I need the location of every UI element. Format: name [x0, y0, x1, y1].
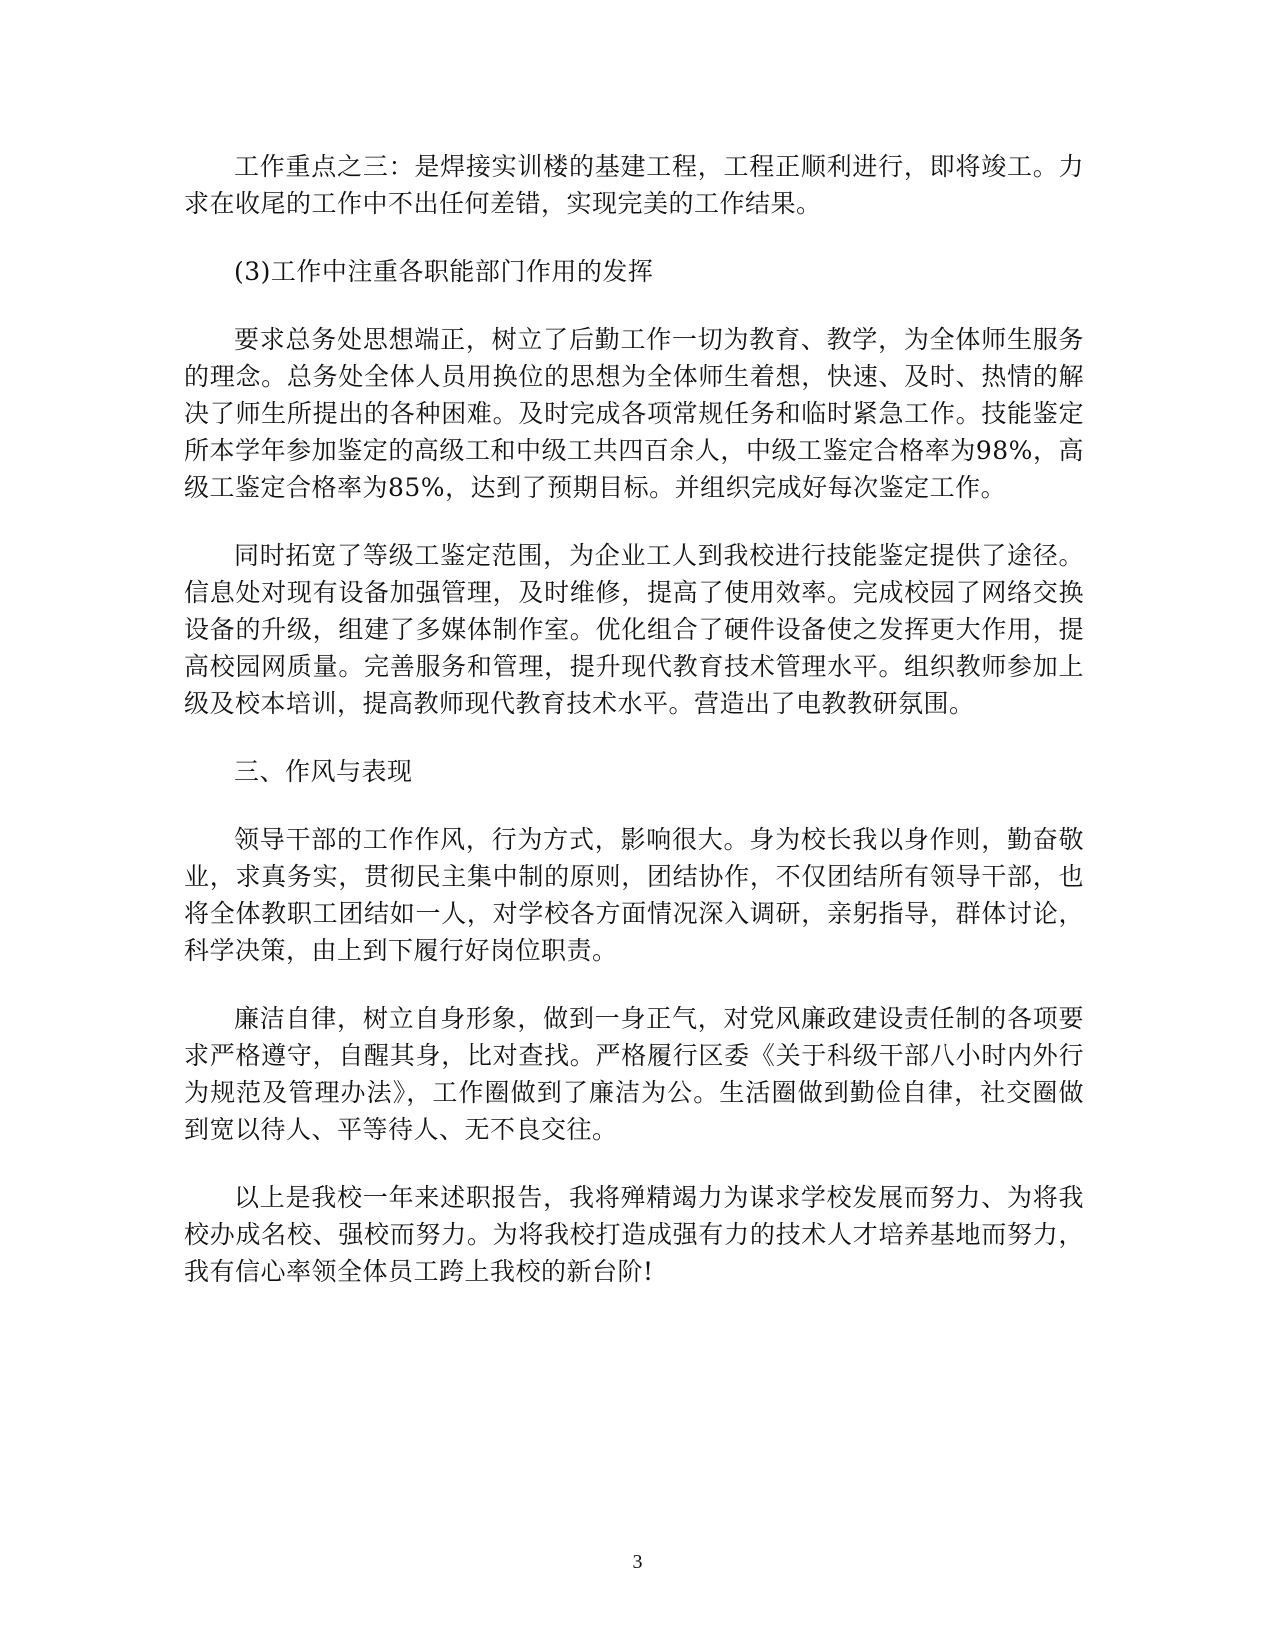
- paragraph-leadership-style: 领导干部的工作作风，行为方式，影响很大。身为校长我以身作则，勤奋敬业，求真务实，贯彻民主集中制的原则，团结协作，不仅团结所有领导干部，也将全体教职工团结如一人，对学校各方面情况深入调研，亲躬指导，群体讨论，科学决策，由上到下履行好岗位职责。: [184, 825, 1084, 965]
- paragraph-general-affairs: 要求总务处思想端正，树立了后勤工作一切为教育、教学，为全体师生服务的理念。总务处全体人员用换位的思想为全体师生着想，快速、及时、热情的解决了师生所提出的各种困难。及时完成各项常规任务和临时紧急工作。技能鉴定所本学年参加鉴定的高级工和中级工共四百余人，中级工鉴定合格率为98%，高级工鉴定合格率为85%，达到了预期目标。并组织完成好每次鉴定工作。: [184, 325, 1084, 502]
- paragraph-information-office: 同时拓宽了等级工鉴定范围，为企业工人到我校进行技能鉴定提供了途径。信息处对现有设备加强管理，及时维修，提高了使用效率。完成校园了网络交换设备的升级，组建了多媒体制作室。优化组合了硬件设备使之发挥更大作用，提高校园网质量。完善服务和管理，提升现代教育技术管理水平。组织教师参加上级及校本培训，提高教师现代教育技术水平。营造出了电教教研氛围。: [184, 541, 1084, 718]
- paragraph-work-focus-three: 工作重点之三：是焊接实训楼的基建工程，工程正顺利进行，即将竣工。力求在收尾的工作中不出任何差错，实现完美的工作结果。: [184, 152, 1084, 218]
- paragraph-integrity: 廉洁自律，树立自身形象，做到一身正气，对党风廉政建设责任制的各项要求严格遵守，自醒其身，比对查找。严格履行区委《关于科级干部八小时内外行为规范及管理办法》，工作圈做到了廉洁为公。生活圈做到勤俭自律，社交圈做到宽以待人、平等待人、无不良交往。: [184, 1004, 1084, 1144]
- section-heading-conduct: 三、作风与表现: [234, 757, 413, 786]
- document-body: [184, 148, 1084, 1321]
- paragraph-conclusion: 以上是我校一年来述职报告，我将殚精竭力为谋求学校发展而努力、为将我校办成名校、强校而努力。为将我校打造成强有力的技术人才培养基地而努力，我有信心率领全体员工跨上我校的新台阶!: [184, 1183, 1084, 1286]
- page-number: 3: [632, 1551, 643, 1573]
- paragraph-subheading-departments: (3)工作中注重各职能部门作用的发挥: [234, 257, 654, 286]
